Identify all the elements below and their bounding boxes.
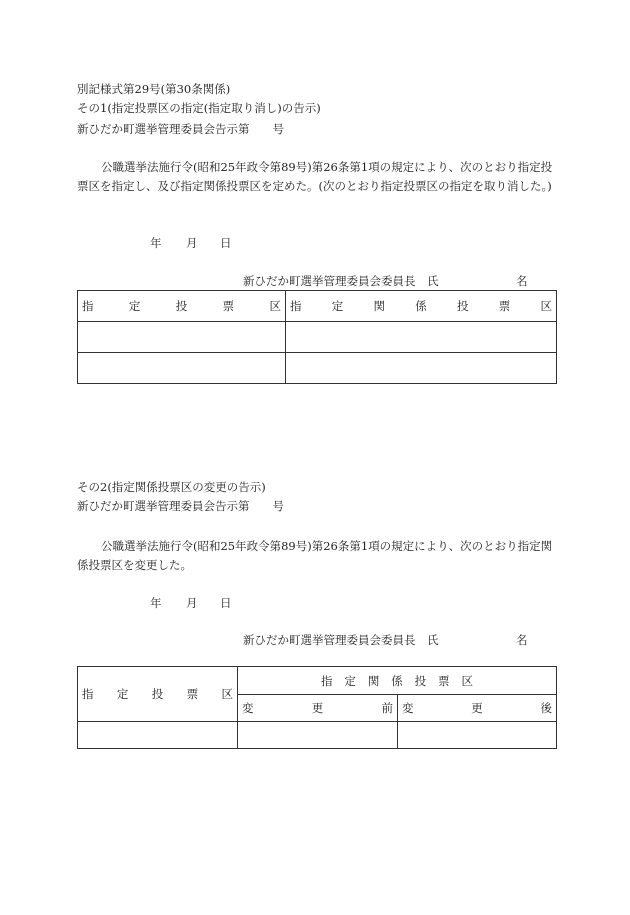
date-day: 日: [220, 596, 232, 610]
date-year: 年: [150, 596, 162, 610]
part1-notice-number: 新ひだか町選挙管理委員会告示第 号: [77, 122, 284, 136]
char: 指: [82, 299, 94, 313]
part1-body: 公職選挙法施行令(昭和25年政令第89号)第26条第1項の規定により、次のとおり指定投票区を指定し、及び指定関係投票区を定めた。(次のとおり指定投票区の指定を取り消した。): [77, 160, 553, 193]
part1-signer: 新ひだか町選挙管理委員会委員長 氏: [243, 274, 439, 288]
table-header-row: [78, 291, 557, 322]
table-cell[interactable]: [78, 722, 238, 749]
table-row: [78, 722, 557, 749]
table-cell[interactable]: [286, 322, 557, 353]
form-number: 別記様式第29号(第30条関係): [77, 82, 231, 96]
date-month: 月: [186, 596, 198, 610]
table-cell[interactable]: [238, 722, 398, 749]
table-cell[interactable]: [398, 722, 557, 749]
date-year: 年: [150, 236, 162, 250]
date-day: 日: [220, 236, 232, 250]
date-month: 月: [186, 236, 198, 250]
part2-notice-number: 新ひだか町選挙管理委員会告示第 号: [77, 499, 284, 513]
header-after-change: 変 更 後: [398, 695, 557, 722]
part2-signer-name-char: 名: [516, 633, 528, 647]
part1-signer-name-char: 名: [516, 274, 528, 288]
part2-title: その2(指定関係投票区の変更の告示): [77, 480, 266, 494]
table-cell[interactable]: [78, 322, 286, 353]
part2-signer: 新ひだか町選挙管理委員会委員長 氏: [243, 633, 439, 647]
table-cell[interactable]: [78, 353, 286, 384]
table-row: [78, 353, 557, 384]
header-before-change: 変 更 前: [238, 695, 398, 722]
header-designated-district: 指 定 投 票 区: [78, 667, 238, 722]
part2-table: [77, 666, 557, 749]
table-cell[interactable]: [286, 353, 557, 384]
header-related-district-group: 指 定 関 係 投 票 区: [238, 667, 557, 695]
part2-body: 公職選挙法施行令(昭和25年政令第89号)第26条第1項の規定により、次のとおり指定関係投票区を変更した。: [77, 539, 553, 572]
header-designated-district: 指 定 投 票 区: [78, 291, 286, 322]
header-related-district: 指 定 関 係 投 票 区: [286, 291, 557, 322]
table-row: [78, 322, 557, 353]
part1-table: [77, 290, 557, 384]
part1-title: その1(指定投票区の指定(指定取り消し)の告示): [77, 101, 321, 115]
